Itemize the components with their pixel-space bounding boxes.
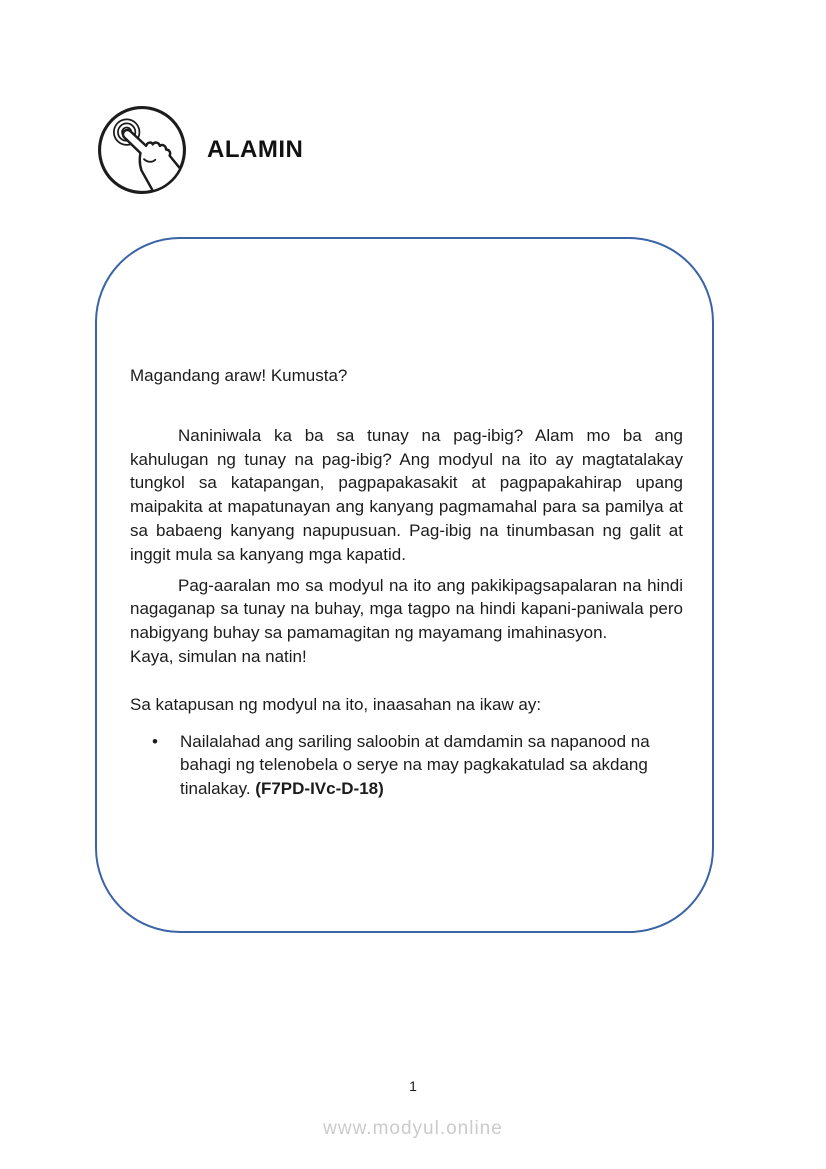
touch-gesture-icon	[97, 105, 187, 195]
objective-text	[180, 730, 652, 801]
greeting-text: Magandang araw! Kumusta?	[130, 366, 348, 385]
page-title: ALAMIN	[207, 136, 304, 163]
overview-paragraph: Pag-aaralan mo sa modyul na ito ang pakikipagsapalaran na hindi nagaganap sa tunay na buhay, mga tagpo na hindi kapani-paniwala pero nabigyang buhay sa pamamagitan ng mayamang imahinasyon.	[130, 575, 683, 643]
objective-description: Nailalahad ang sariling saloobin at damdamin sa napanood na bahagi ng telenobela o serye na may pagkakatulad sa akdang tinalakay.	[180, 731, 650, 799]
content-box	[95, 237, 714, 933]
objectives-intro-text: Sa katapusan ng modyul na ito, inaasahan na ikaw ay:	[130, 694, 542, 714]
page-number: 1	[409, 1078, 417, 1094]
watermark-text: www.modyul.online	[323, 1118, 503, 1139]
call-to-action-text: Kaya, simulan na natin!	[130, 646, 307, 666]
objective-item	[152, 730, 683, 801]
objectives-list	[130, 730, 683, 801]
intro-paragraph: Naniniwala ka ba sa tunay na pag-ibig? Alam mo ba ang kahulugan ng tunay na pag-ibig? Ang modyul na ito ay magtatalakay tungkol sa katapangan, pagpapakasakit at pagpapakahirap upang maipakita at mapatunayan ang kanyang pagmamahal para sa pamilya at sa babaeng kanyang napupusuan. Pag-ibig na tinumbasan ng galit at inggit mula sa kanyang mga kapatid.	[130, 425, 683, 564]
melc-code: (F7PD-IVc-D-18)	[255, 779, 384, 799]
bullet-marker: •	[152, 731, 158, 751]
section-header	[97, 105, 303, 195]
